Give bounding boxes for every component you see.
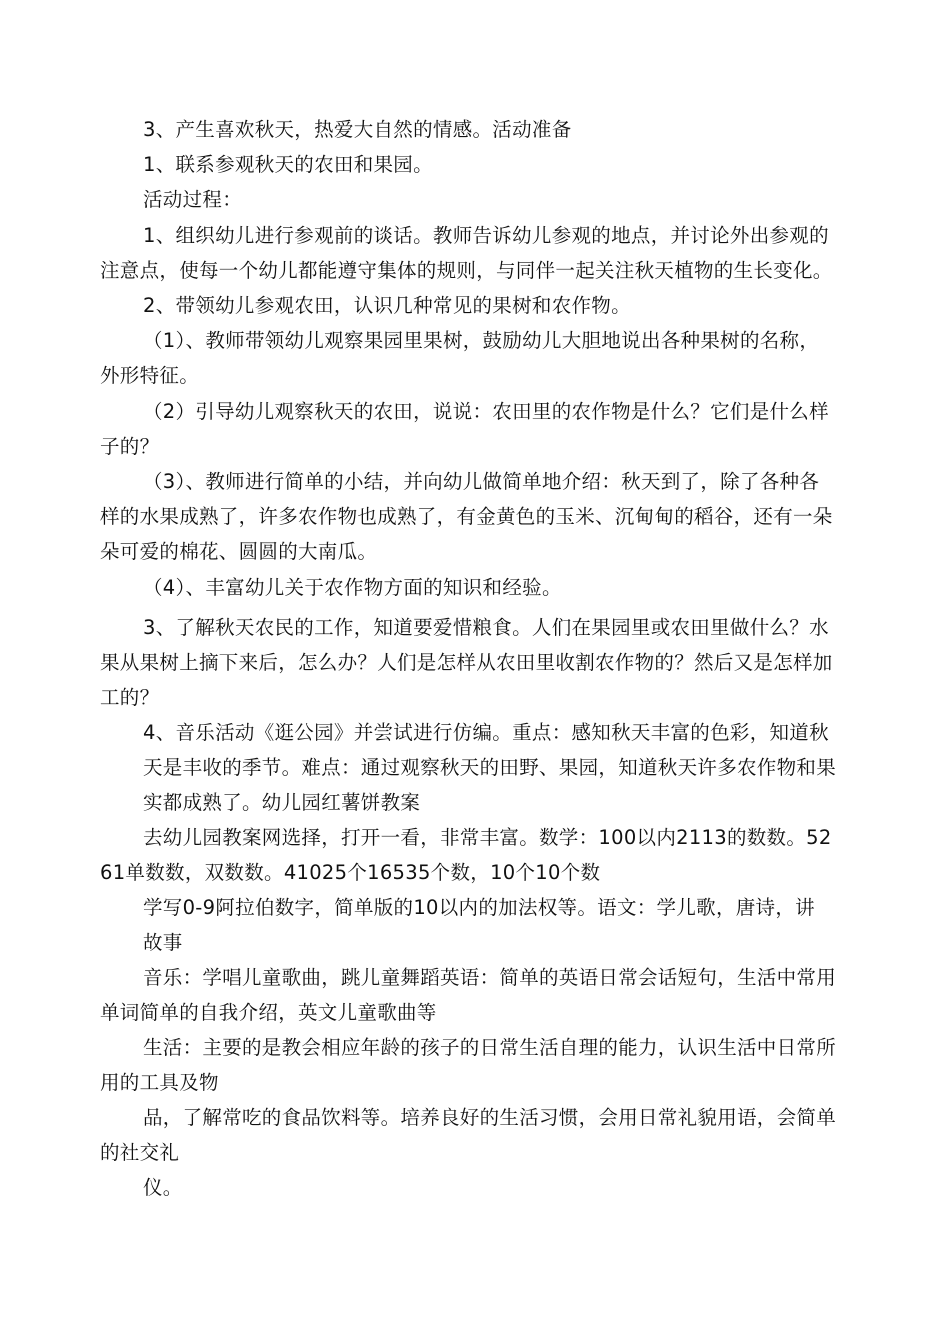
- line-writing: 学写0-9阿拉伯数字，简单版的10以内的加法权等。语文：学儿歌，唐诗，讲: [143, 896, 815, 919]
- line-substep-1: （1）、教师带领幼儿观察果园里果树，鼓励幼儿大胆地说出各种果树的名称，: [143, 329, 820, 352]
- line-writing-cont: 故事: [143, 931, 183, 954]
- line-goods-cont: 的社交礼: [100, 1141, 180, 1164]
- line-life-cont: 用的工具及物: [100, 1071, 219, 1094]
- line-step-1: 1、组织幼儿进行参观前的谈话。教师告诉幼儿参观的地点，并讨论外出参观的: [143, 224, 829, 247]
- line-prep-1: 1、联系参观秋天的农田和果园。: [143, 153, 433, 176]
- line-etiquette: 仪。: [143, 1176, 183, 1199]
- line-music: 音乐：学唱儿童歌曲，跳儿童舞蹈英语：简单的英语日常会话短句，生活中常用: [143, 966, 837, 989]
- line-substep-3: （3）、教师进行简单的小结，并向幼儿做简单地介绍：秋天到了，除了各种各: [143, 470, 820, 493]
- line-website: 去幼儿园教案网选择，打开一看，非常丰富。数学：100以内2113的数数。52: [143, 826, 832, 849]
- line-goal-3: 3、产生喜欢秋天，热爱大自然的情感。活动准备: [143, 118, 572, 141]
- line-substep-3-cont-a: 样的水果成熟了，许多农作物也成熟了，有金黄色的玉米、沉甸甸的稻谷，还有一朵: [100, 505, 833, 528]
- line-substep-1-cont: 外形特征。: [100, 364, 200, 387]
- line-substep-2: （2）引导幼儿观察秋天的农田，说说：农田里的农作物是什么？它们是什么样: [143, 400, 829, 423]
- line-step-1-cont: 注意点，使每一个幼儿都能遵守集体的规则，与同伴一起关注秋天植物的生长变化。: [100, 259, 833, 282]
- line-website-cont: 61单数数，双数数。41025个16535个数，10个10个数: [100, 861, 601, 884]
- line-substep-3-cont-b: 朵可爱的棉花、圆圆的大南瓜。: [100, 540, 378, 563]
- line-substep-4: （4）、丰富幼儿关于农作物方面的知识和经验。: [143, 576, 562, 599]
- line-step-4: 4、音乐活动《逛公园》并尝试进行仿编。重点：感知秋天丰富的色彩，知道秋: [143, 721, 829, 744]
- line-step-4-cont-b: 实都成熟了。幼儿园红薯饼教案: [143, 791, 421, 814]
- line-life: 生活：主要的是教会相应年龄的孩子的日常生活自理的能力，认识生活中日常所: [143, 1036, 837, 1059]
- line-process-heading: 活动过程：: [143, 188, 243, 211]
- line-music-cont: 单词简单的自我介绍，英文儿童歌曲等: [100, 1001, 437, 1024]
- line-substep-2-cont: 子的？: [100, 435, 160, 458]
- line-step-3: 3、了解秋天农民的工作，知道要爱惜粮食。人们在果园里或农田里做什么？水: [143, 616, 829, 639]
- line-step-3-cont-b: 工的？: [100, 686, 160, 709]
- line-step-2: 2、带领幼儿参观农田，认识几种常见的果树和农作物。: [143, 294, 631, 317]
- line-goods: 品，了解常吃的食品饮料等。培养良好的生活习惯，会用日常礼貌用语，会简单: [143, 1106, 837, 1129]
- line-step-4-cont-a: 天是丰收的季节。难点：通过观察秋天的田野、果园，知道秋天许多农作物和果: [143, 756, 837, 779]
- line-step-3-cont-a: 果从果树上摘下来后，怎么办？人们是怎样从农田里收割农作物的？然后又是怎样加: [100, 651, 833, 674]
